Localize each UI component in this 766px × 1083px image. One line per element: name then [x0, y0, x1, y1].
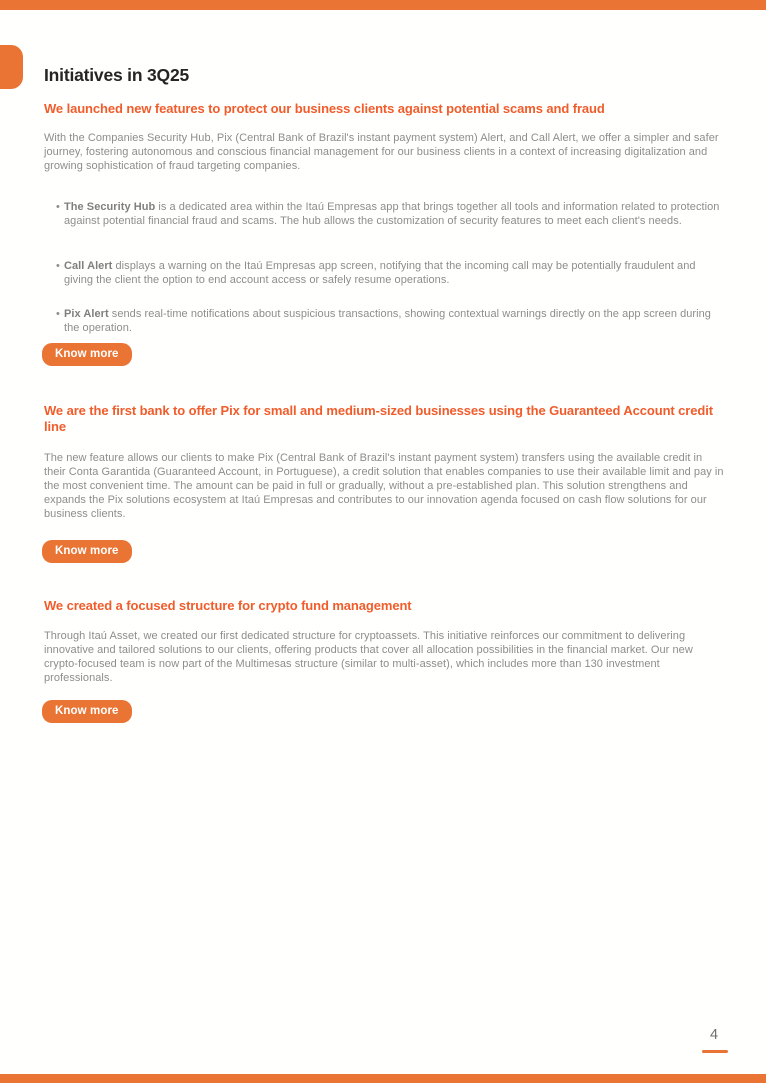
section-scams-fraud	[44, 101, 725, 117]
bullet-call-alert	[56, 259, 724, 287]
top-accent-bar	[0, 0, 766, 10]
bullet-pix-alert	[56, 307, 724, 335]
bullet-body: sends real-time notifications about suspicious transactions, showing contextual warnings directly on the app screen during the operation.	[64, 308, 711, 334]
know-more-button-1[interactable]: Know more	[42, 343, 132, 366]
section-pix-guaranteed-account	[44, 403, 725, 435]
bullet-dot: •	[56, 201, 60, 213]
bottom-accent-bar	[0, 1074, 766, 1083]
bullet-lead: Call Alert	[64, 260, 113, 272]
section-left-tab	[0, 45, 23, 89]
section-intro-wrap	[44, 131, 725, 173]
section-intro: Through Itaú Asset, we created our first dedicated structure for cryptoassets. This initiative reinforces our commitment to delivering innovative and tailored solutions to our clients, offering products that cover all allocation possibilities in the financial market. Our new crypto-focused team is now part of the Multimesas structure (similar to multi-asset), which includes more than 130 investment professionals.	[44, 630, 693, 684]
bullet-text	[64, 259, 724, 287]
bullet-text	[64, 200, 724, 228]
bullet-body: is a dedicated area within the Itaú Empresas app that brings together all tools and information related to protection against potential financial fraud and scams. The hub allows the customization of security features to meet each client's needs.	[64, 201, 720, 227]
section-heading: We created a focused structure for crypto fund management	[44, 598, 412, 613]
bullet-text	[64, 307, 724, 335]
bullet-lead: Pix Alert	[64, 308, 109, 320]
bullet-security-hub	[56, 200, 724, 228]
section-intro: With the Companies Security Hub, Pix (Central Bank of Brazil's instant payment system) Alert, and Call Alert, we offer a simpler and safer journey, fostering autonomous and conscious financial management for our business clients in a context of increasing digitalization and growing sophistication of fraud targeting companies.	[44, 132, 719, 172]
section-heading: We are the first bank to offer Pix for small and medium-sized businesses using the Guaranteed Account credit line	[44, 403, 713, 434]
bullet-dot: •	[56, 260, 60, 272]
know-more-button-2[interactable]: Know more	[42, 540, 132, 563]
section-intro-wrap	[44, 629, 725, 685]
section-crypto-structure	[44, 598, 725, 614]
bullet-dot: •	[56, 308, 60, 320]
page-title: Initiatives in 3Q25	[44, 64, 190, 85]
section-intro: The new feature allows our clients to make Pix (Central Bank of Brazil's instant payment system) transfers using the available credit in their Conta Garantida (Guaranteed Account, in Portuguese), a credit solution that enables companies to use their available limit and pay in the most convenient time. The amount can be paid in full or gradually, without a pre-established plan. This solution strengthens and expands the Pix solutions ecosystem at Itaú Empresas and contributes to our innovation agenda focused on cash flow solutions for our business clients.	[44, 452, 724, 520]
bullet-body: displays a warning on the Itaú Empresas app screen, notifying that the incoming call may be potentially fraudulent and giving the client the option to end account access or safely resume operations.	[64, 260, 696, 286]
know-more-button-3[interactable]: Know more	[42, 700, 132, 723]
section-heading: We launched new features to protect our business clients against potential scams and fraud	[44, 101, 605, 116]
section-intro-wrap	[44, 451, 725, 521]
page-number: 4	[709, 1027, 719, 1043]
bullet-lead: The Security Hub	[64, 201, 156, 213]
page-number-underline	[702, 1050, 728, 1053]
